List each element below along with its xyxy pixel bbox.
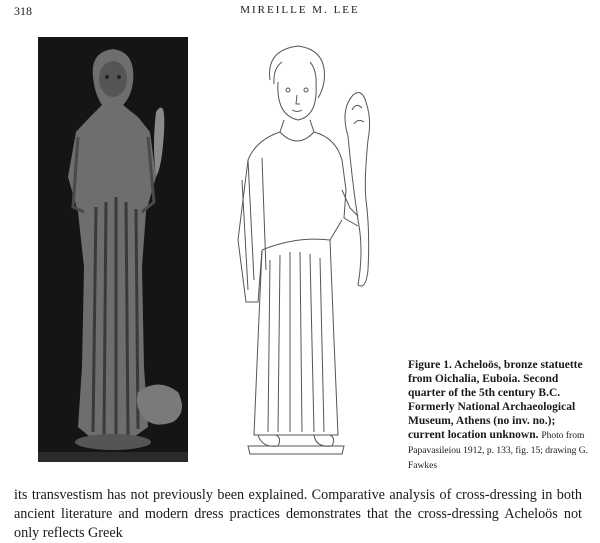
statuette-drawing [218,40,388,460]
figure-caption [408,358,588,473]
body-text [14,486,582,543]
page-number: 318 [14,4,32,18]
caption-main: Figure 1. Acheloös, bronze statuette from Oichalia, Euboia. Second quarter of the 5th century B.C. Formerly National Archaeological Museum, Athens (no inv. no.); current location unknown. [408,359,583,441]
statuette-photo [38,37,188,462]
body-paragraph: its transvestism has not previously been explained. Comparative analysis of cross-dressing in both ancient literature and modern dress practices demonstrates that the cross-dressing Acheloös not only reflects Greek [14,487,582,541]
caption-credit: Photo from Papavasileiou 1912, p. 133, fig. 15; drawing G. Fawkes [408,431,588,471]
running-head: MIREILLE M. LEE [240,4,360,16]
